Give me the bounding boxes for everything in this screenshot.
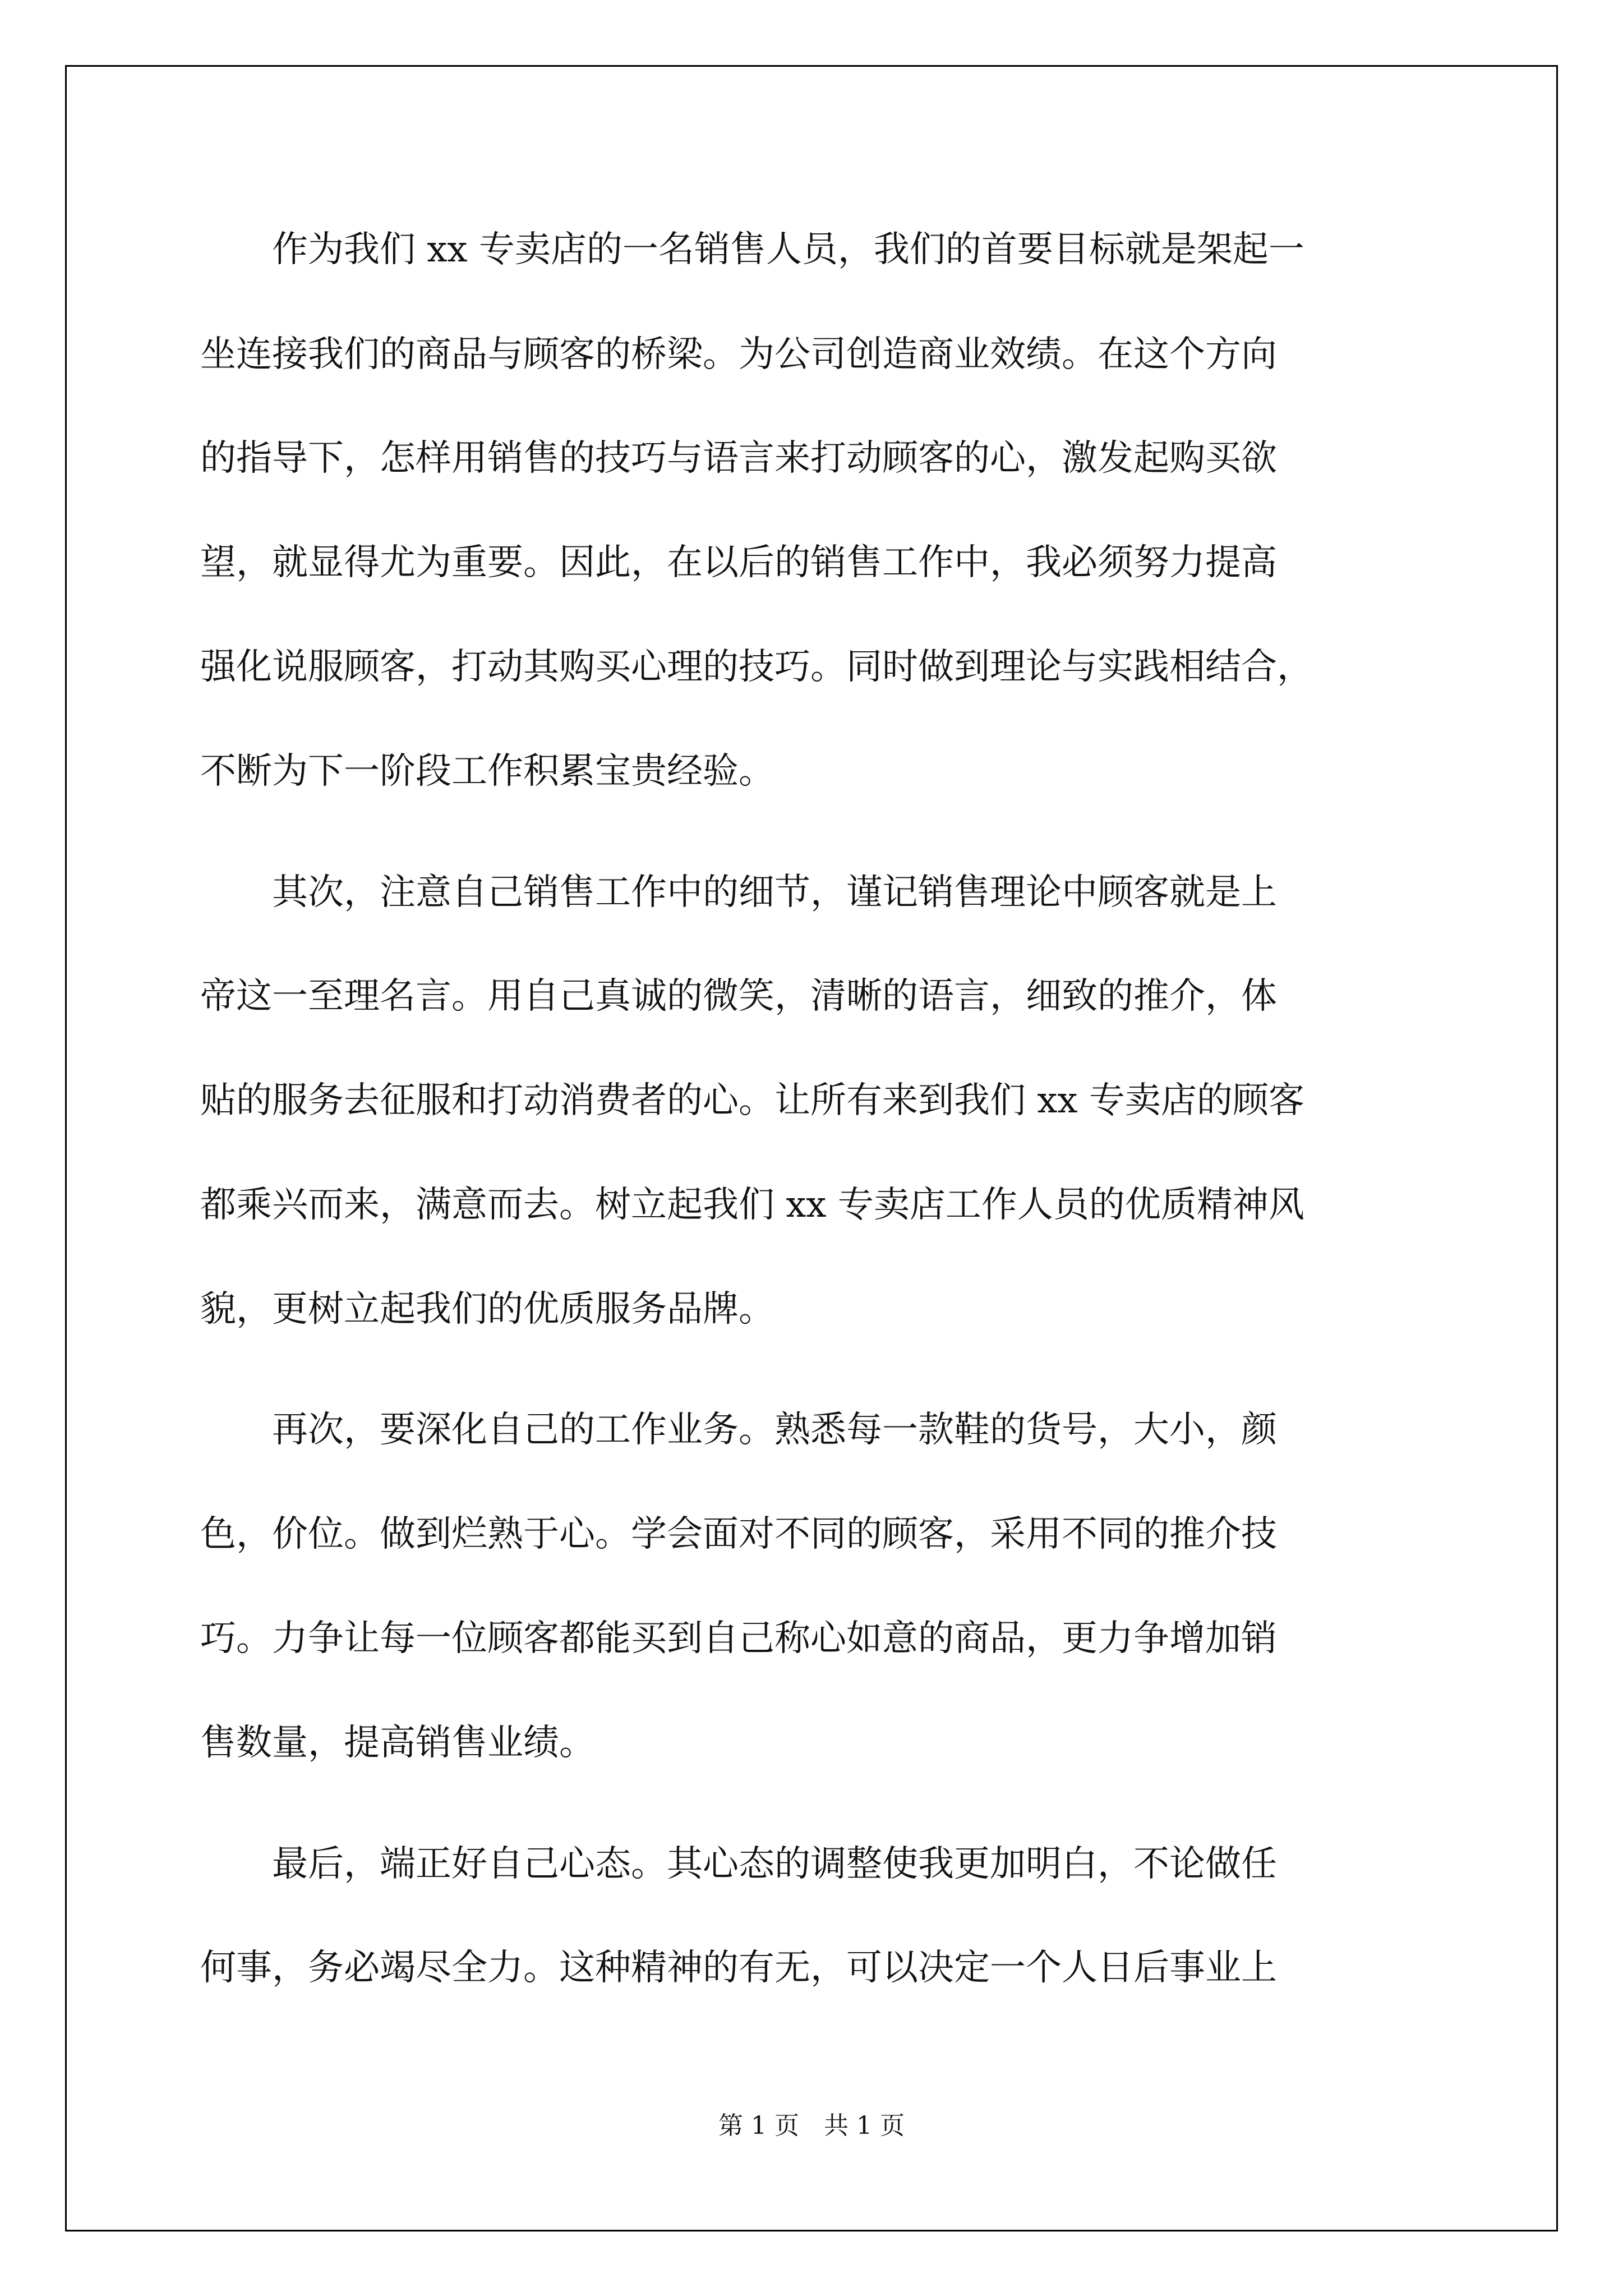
text-line-15: 售数量，提高销售业绩。 — [200, 1722, 595, 1764]
page-border — [65, 65, 1558, 2231]
text-line-17: 何事，务必竭尽全力。这种精神的有无，可以决定一个人日后事业上 — [200, 1947, 1277, 1989]
page-indicator: 第 1 页 共 1 页 — [718, 2111, 905, 2140]
text-line-5: 强化说服顾客，打动其购买心理的技巧。同时做到理论与实践相结合， — [200, 646, 1313, 688]
text-line-10: 都乘兴而来，满意而去。树立起我们 xx 专卖店工作人员的优质精神风 — [200, 1184, 1304, 1226]
text-line-8: 帝这一至理名言。用自己真诚的微笑，清晰的语言，细致的推介，体 — [200, 976, 1277, 1017]
text-line-4: 望，就显得尤为重要。因此，在以后的销售工作中，我必须努力提高 — [200, 542, 1277, 583]
text-line-2: 坐连接我们的商品与顾客的桥梁。为公司创造商业效绩。在这个方向 — [200, 334, 1277, 375]
text-line-11: 貌，更树立起我们的优质服务品牌。 — [200, 1289, 774, 1330]
text-line-7: 其次，注意自己销售工作中的细节，谨记销售理论中顾客就是上 — [200, 872, 1277, 913]
text-line-9: 贴的服务去征服和打动消费者的心。让所有来到我们 xx 专卖店的顾客 — [200, 1080, 1304, 1121]
text-line-3: 的指导下，怎样用销售的技巧与语言来打动顾客的心，激发起购买欲 — [200, 438, 1277, 479]
text-line-1: 作为我们 xx 专卖店的一名销售人员，我们的首要目标就是架起一 — [200, 229, 1304, 270]
text-line-14: 巧。力争让每一位顾客都能买到自己称心如意的商品，更力争增加销 — [200, 1618, 1277, 1659]
text-line-6: 不断为下一阶段工作积累宝贵经验。 — [200, 751, 774, 792]
text-line-13: 色，价位。做到烂熟于心。学会面对不同的顾客，采用不同的推介技 — [200, 1513, 1277, 1555]
text-line-12: 再次，要深化自己的工作业务。熟悉每一款鞋的货号，大小，颜 — [200, 1409, 1277, 1451]
text-line-16: 最后，端正好自己心态。其心态的调整使我更加明白，不论做任 — [200, 1843, 1277, 1885]
